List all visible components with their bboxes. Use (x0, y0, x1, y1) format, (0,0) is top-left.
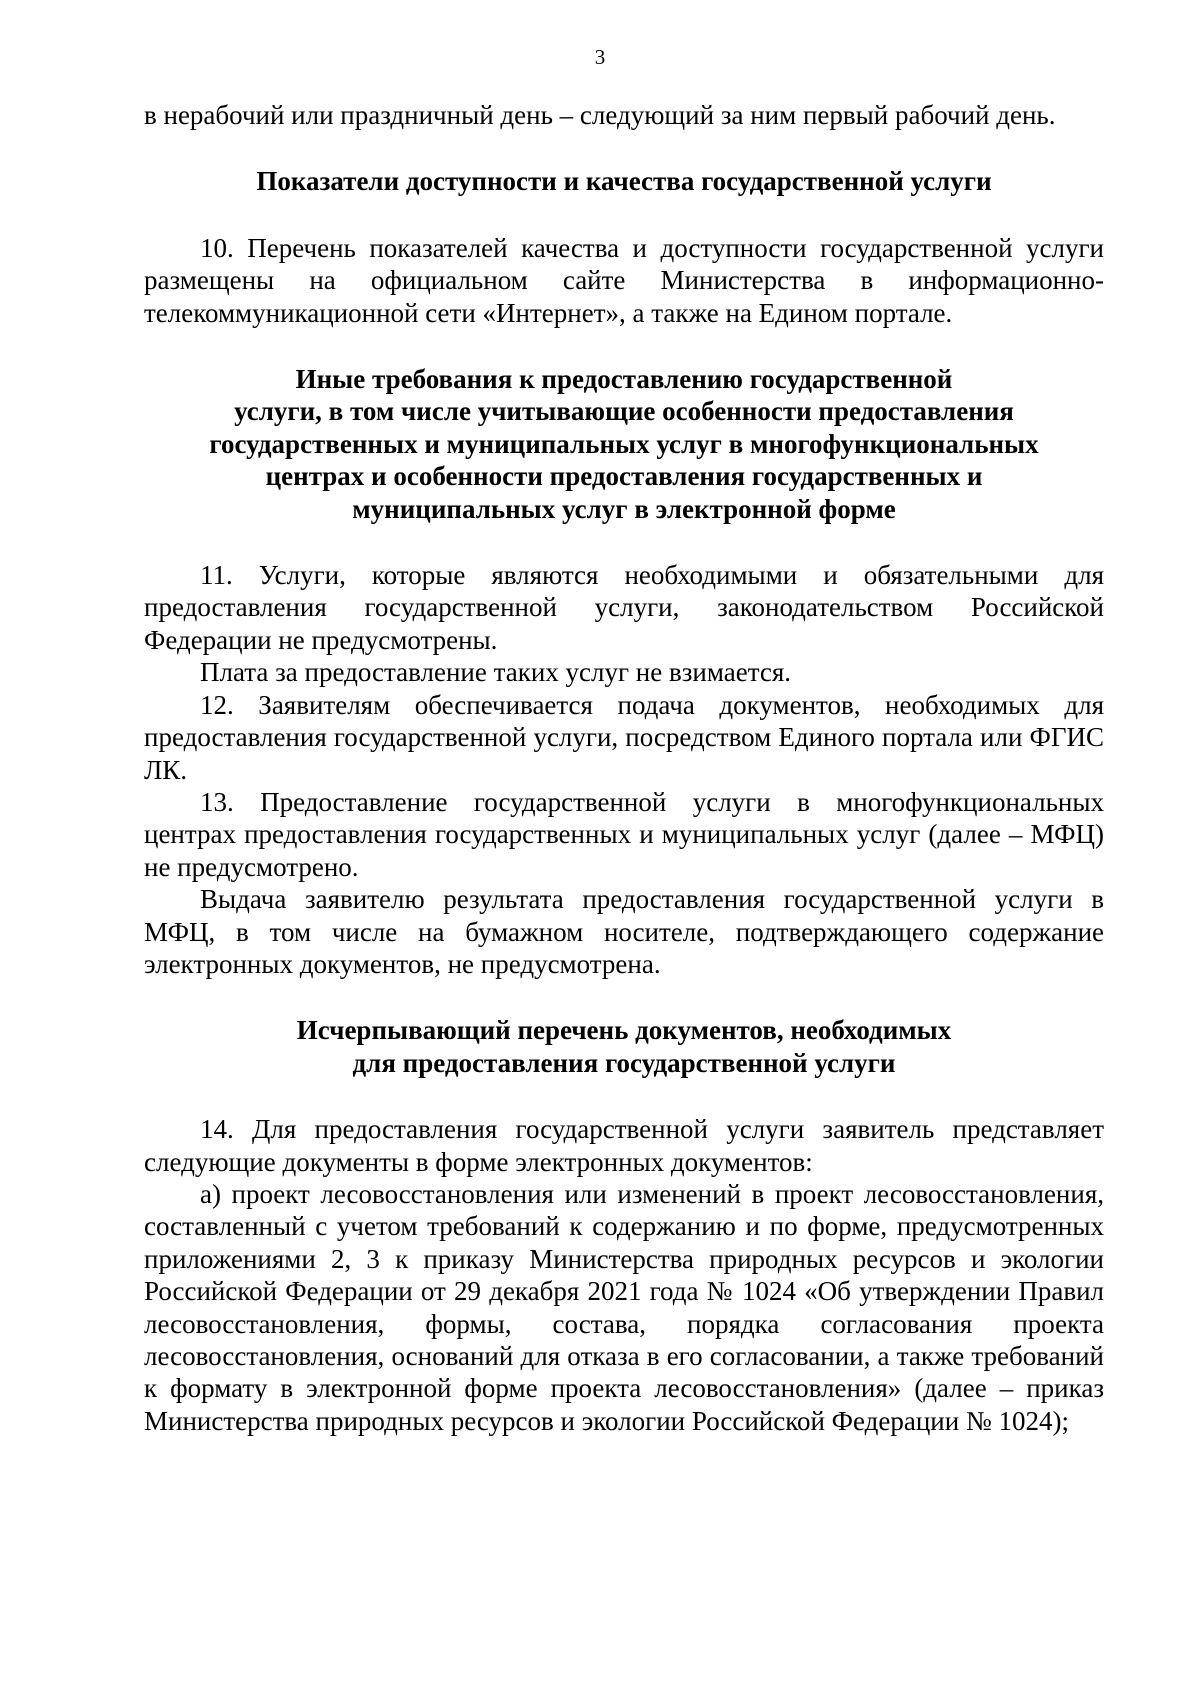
paragraph-13-issue: Выдача заявителю результата предоставления государственной услуги в МФЦ, в том числе на бумажном носителе, подтверждающего содержание электронных документов, не предусмотрена. (144, 884, 1104, 979)
section-heading-documents-list (144, 1014, 1104, 1079)
paragraph-12: 12. Заявителям обеспечивается подача документов, необходимых для предоставления государственной услуги, посредством Единого портала или ФГИС ЛК. (144, 689, 1104, 785)
heading-line: государственных и муниципальных услуг в многофункциональных (209, 428, 1039, 459)
paragraph-14a: а) проект лесовосстановления или изменений в проект лесовосстановления, составленный с учетом требований к содержанию и по форме, предусмотренных приложениями 2, 3 к приказу Министерства природных ресурсов и экологии Российской Федерации от 29 декабря 2021 года № 1024 «Об утверждении Правил лесовосстановления, формы, состава, порядка согласования проекта лесовосстановления, оснований для отказа в его согласовании, а также требований к формату в электронной форме проекта лесовосстановления» (далее – приказ Министерства природных ресурсов и экологии Российской Федерации № 1024); (144, 1178, 1104, 1436)
heading-line: муниципальных услуг в электронной форме (352, 493, 896, 524)
section-heading-availability: Показатели доступности и качества государственной услуги (256, 166, 992, 197)
heading-line: Иные требования к предоставлению государственной (295, 364, 953, 395)
paragraph-13: 13. Предоставление государственной услуги в многофункциональных центрах предоставления государственных и муниципальных услуг (далее – МФЦ) не предусмотрено. (144, 786, 1104, 882)
heading-line: центрах и особенности предоставления государственных и (265, 461, 983, 492)
intro-paragraph: в нерабочий или праздничный день – следующий за ним первый рабочий день. (144, 100, 1056, 130)
section-heading-other-requirements (144, 363, 1104, 525)
heading-line: для предоставления государственной услуги (352, 1047, 896, 1078)
paragraph-11: 11. Услуги, которые являются необходимыми и обязательными для предоставления государственной услуги, законодательством Российской Федерации не предусмотрены. (144, 560, 1104, 655)
page-number: 3 (594, 45, 606, 69)
heading-line: Исчерпывающий перечень документов, необходимых (296, 1015, 952, 1046)
paragraph-11-fee: Плата за предоставление таких услуг не взимается. (200, 657, 791, 688)
heading-line: услуги, в том числе учитывающие особенности предоставления (234, 396, 1014, 427)
document-body (144, 99, 1104, 1437)
paragraph-14: 14. Для предоставления государственной услуги заявитель представляет следующие документы в форме электронных документов: (144, 1114, 1104, 1177)
paragraph-10: 10. Перечень показателей качества и доступности государственной услуги размещены на официальном сайте Министерства в информационно-телекоммуникационной сети «Интернет», а также на Едином портале. (144, 232, 1104, 328)
